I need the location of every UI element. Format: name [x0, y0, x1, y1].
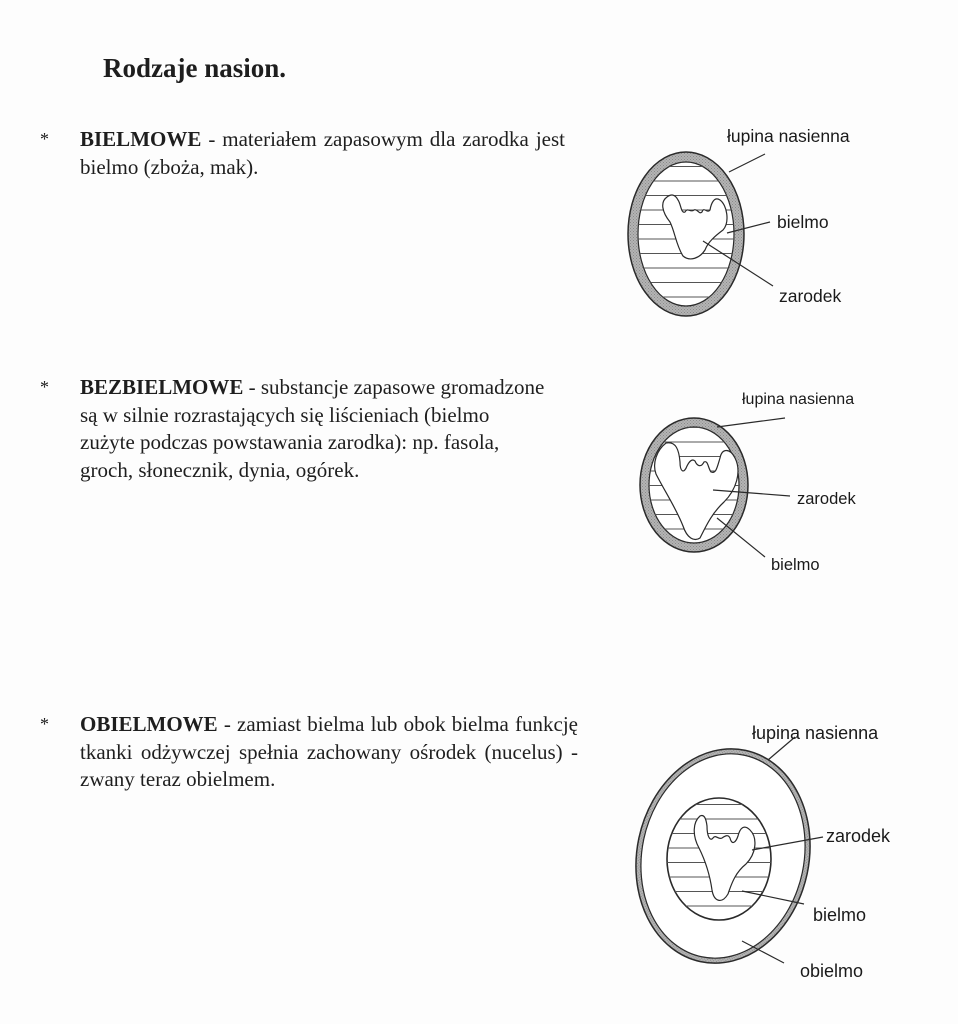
label-endosperm: bielmo — [771, 556, 820, 574]
item-description: - materiałem zapasowym dla zarodka jest bielmo (zboża, mak). — [80, 127, 565, 179]
item-term: BIELMOWE — [80, 127, 202, 151]
item-term: BEZBIELMOWE — [80, 375, 244, 399]
item-term: OBIELMOWE — [80, 712, 218, 736]
label-seed-coat: łupina nasienna — [727, 126, 850, 146]
label-seed-coat: łupina nasienna — [752, 723, 879, 743]
diagram-obielmowe — [616, 732, 829, 979]
item-description: - zamiast bielma lub obok bielma funkcję tkanki odżywczej spełnia zachowany ośrodek (nucelus) - zwany teraz obielmem. — [80, 712, 578, 791]
bullet-asterisk: * — [40, 714, 49, 734]
page-title: Rodzaje nasion. — [103, 53, 287, 83]
label-perisperm: obielmo — [800, 961, 864, 981]
label-seed-coat: łupina nasienna — [742, 391, 855, 408]
label-embryo: zarodek — [779, 286, 842, 306]
label-embryo: zarodek — [826, 826, 891, 846]
label-endosperm: bielmo — [813, 905, 867, 925]
diagram-bezbielmowe — [640, 418, 790, 557]
bullet-asterisk: * — [40, 377, 49, 397]
label-embryo: zarodek — [797, 490, 856, 508]
item-description: - substancje zapasowe gromadzone są w silnie rozrastających się liścieniach (bielmo zużyte podczas powstawania zarodka): np. fasola, groch, słonecznik, dynia, ogórek. — [80, 375, 545, 482]
diagram-bielmowe — [628, 152, 773, 316]
bullet-asterisk: * — [40, 129, 49, 149]
label-endosperm: bielmo — [777, 212, 829, 232]
